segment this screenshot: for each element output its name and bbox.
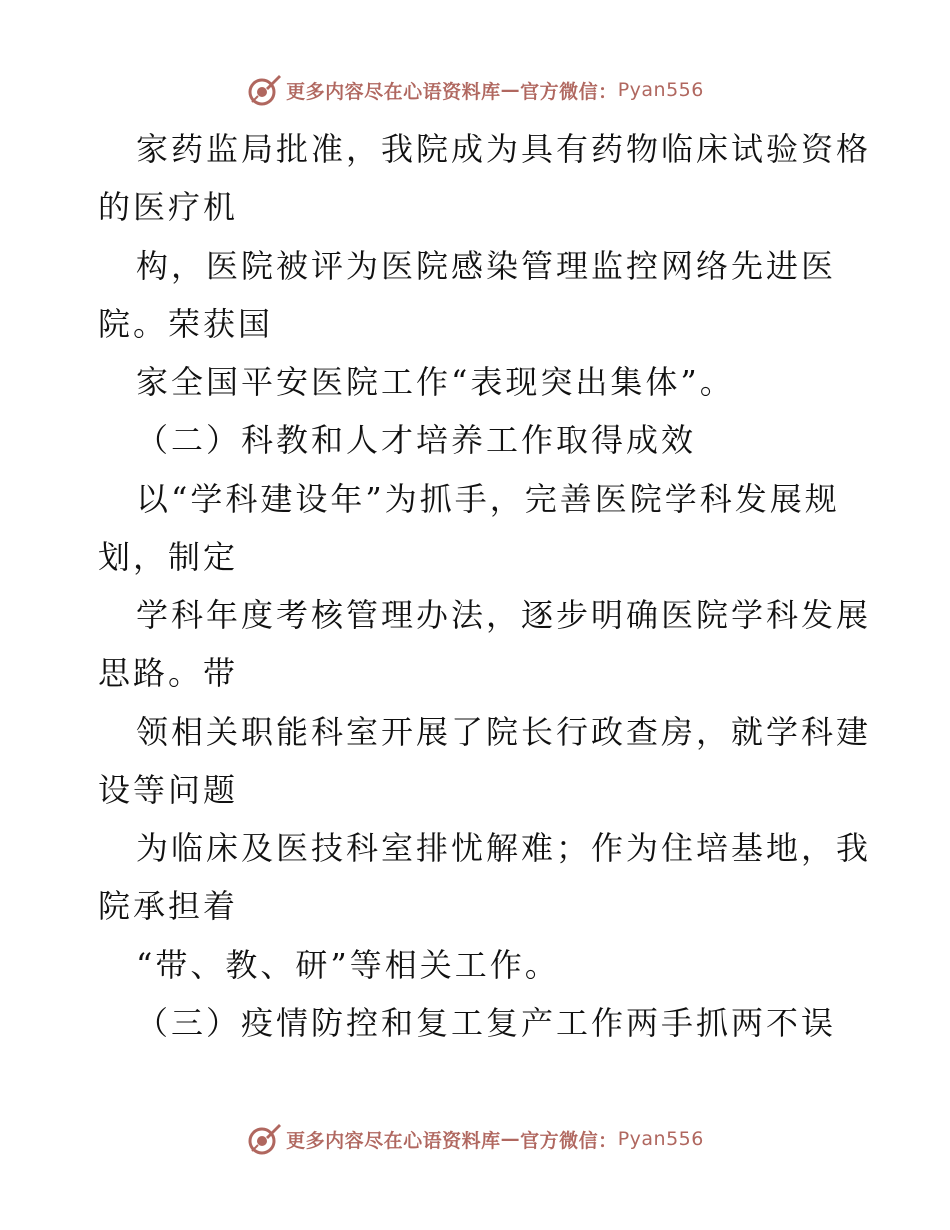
watermark-wechat-label: 官方微信： (520, 1129, 618, 1152)
footer-watermark (0, 1119, 950, 1159)
text-line: 思路。带 (98, 654, 239, 692)
text-line: 院。荣获国 (98, 305, 274, 343)
brush-logo-icon (246, 72, 282, 108)
watermark-wechat-id: Pyan556 (617, 79, 704, 101)
text-line: 设等问题 (98, 771, 239, 809)
text-line: 的医疗机 (98, 188, 239, 226)
text-line: 学科年度考核管理办法，逐步明确医院学科发展 (136, 596, 872, 634)
text-line: 领相关职能科室开展了院长行政查房，就学科建 (136, 713, 872, 751)
text-line: 划，制定 (98, 538, 239, 576)
section-heading: （二）科教和人才培养工作取得成效 (136, 421, 697, 459)
watermark-wechat-label: 官方微信： (520, 80, 618, 103)
header-watermark (0, 70, 950, 110)
section-heading: （三）疫情防控和复工复产工作两手抓两不误 (136, 1004, 837, 1042)
text-line: 院承担着 (98, 887, 239, 925)
text-line: 家全国平安医院工作“表现突出集体”。 (136, 363, 735, 401)
text-line: 为临床及医技科室排忧解难；作为住培基地，我 (136, 829, 872, 867)
brush-logo-icon (246, 1121, 282, 1157)
watermark-dash: — (500, 1128, 521, 1150)
watermark-dash: — (500, 79, 521, 101)
watermark-text: 更多内容尽在心语资料库 (286, 1129, 501, 1152)
watermark-text: 更多内容尽在心语资料库 (286, 80, 501, 103)
text-line: 家药监局批准，我院成为具有药物临床试验资格 (136, 130, 872, 168)
text-line: 构，医院被评为医院感染管理监控网络先进医 (136, 247, 837, 285)
text-line: “带、教、研”等相关工作。 (136, 946, 560, 984)
text-line: 以“学科建设年”为抓手，完善医院学科发展规 (136, 480, 840, 518)
watermark-wechat-id: Pyan556 (617, 1128, 704, 1150)
